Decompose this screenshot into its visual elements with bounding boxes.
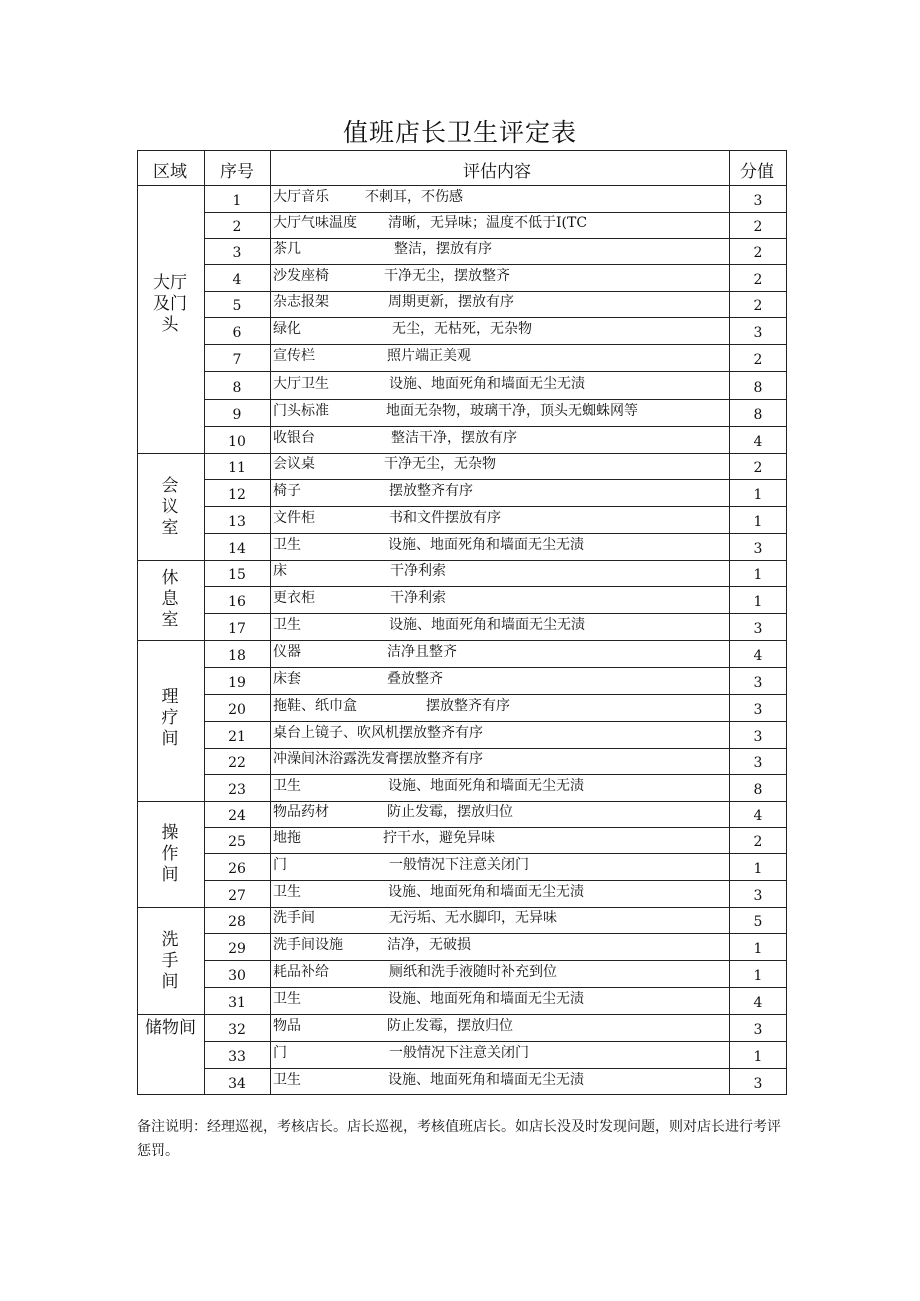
row-number: 14	[228, 541, 246, 557]
row-description: 拧干水，避免异味	[383, 830, 495, 846]
row-description: 干净利索	[390, 590, 446, 606]
row-number: 9	[232, 407, 242, 423]
area-label-line: 作	[161, 844, 179, 864]
area-label-line: 间	[161, 729, 179, 749]
row-score: 1	[753, 861, 763, 877]
row-item: 更衣柜	[273, 590, 315, 606]
row-description: 周期更新，摆放有序	[388, 294, 514, 310]
area-label-line: 储物间	[145, 1018, 196, 1038]
row-score: 2	[753, 272, 763, 288]
row-score: 3	[753, 702, 763, 718]
row-number: 33	[228, 1049, 246, 1065]
row-item: 杂志报架	[273, 294, 329, 310]
row-number: 16	[228, 594, 246, 610]
row-number: 10	[228, 434, 246, 450]
area-label-line: 头	[161, 315, 179, 335]
row-description: 整洁，摆放有序	[394, 241, 492, 257]
row-item: 宣传栏	[273, 348, 315, 364]
row-number: 34	[228, 1076, 246, 1092]
row-item: 卫生	[273, 778, 301, 794]
row-number: 5	[232, 298, 242, 314]
row-description: 设施、地面死角和墙面无尘无渍	[389, 376, 585, 392]
row-item: 床套	[273, 671, 301, 687]
row-description: 书和文件摆放有序	[389, 510, 501, 526]
area-label-line: 疗	[161, 708, 179, 728]
area-label	[153, 273, 187, 336]
row-score: 8	[753, 407, 763, 423]
row-description: 设施、地面死角和墙面无尘无渍	[388, 778, 584, 794]
row-description: 叠放整齐	[387, 671, 443, 687]
row-number: 22	[228, 755, 246, 771]
row-score: 2	[753, 834, 763, 850]
area-label	[153, 568, 187, 631]
header-area: 区域	[153, 162, 187, 182]
area-label	[137, 1018, 204, 1039]
row-item: 卫生	[273, 617, 301, 633]
row-description: 一般情况下注意关闭门	[389, 857, 529, 873]
row-item: 床	[273, 563, 287, 579]
row-number: 7	[232, 352, 242, 368]
row-item: 物品药材	[273, 804, 329, 820]
row-description: 防止发霉，摆放归位	[387, 804, 513, 820]
row-description: 摆放整齐有序	[389, 483, 473, 499]
row-item: 门	[273, 857, 287, 873]
row-score: 3	[753, 621, 763, 637]
row-score: 2	[753, 298, 763, 314]
row-description: 设施、地面死角和墙面无尘无渍	[388, 537, 584, 553]
area-label-line: 间	[161, 972, 179, 992]
area-label-line: 手	[161, 951, 179, 971]
row-score: 1	[753, 514, 763, 530]
header-score: 分值	[740, 162, 774, 182]
area-label-line: 间	[161, 865, 179, 885]
row-score: 4	[753, 648, 763, 664]
row-score: 3	[753, 325, 763, 341]
row-item: 收银台	[273, 430, 315, 446]
row-score: 1	[753, 594, 763, 610]
row-score: 1	[753, 941, 763, 957]
row-item: 卫生	[273, 884, 301, 900]
row-number: 28	[228, 914, 246, 930]
row-score: 2	[753, 219, 763, 235]
row-score: 8	[753, 380, 763, 396]
row-description: 洁净且整齐	[387, 644, 457, 660]
row-score: 3	[753, 1022, 763, 1038]
row-item: 卫生	[273, 537, 301, 553]
row-description: 洁净，无破损	[387, 937, 471, 953]
row-score: 4	[753, 808, 763, 824]
row-item: 茶几	[273, 241, 301, 257]
area-label	[153, 476, 187, 539]
row-item: 拖鞋、纸巾盒	[273, 698, 357, 714]
row-score: 2	[753, 245, 763, 261]
row-item: 卫生	[273, 1072, 301, 1088]
row-item: 大厅气味温度	[273, 215, 357, 231]
row-score: 3	[753, 888, 763, 904]
area-label	[153, 823, 187, 886]
row-description: 干净无尘，无杂物	[384, 456, 496, 472]
row-number: 6	[232, 325, 242, 341]
area-label	[153, 687, 187, 750]
area-label-line: 洗	[161, 930, 179, 950]
row-item: 桌台上镜子、吹风机摆放整齐有序	[273, 725, 483, 741]
row-description: 干净利索	[390, 563, 446, 579]
row-score: 1	[753, 1049, 763, 1065]
row-number: 15	[228, 567, 246, 583]
row-number: 1	[232, 193, 242, 209]
row-item: 门	[273, 1045, 287, 1061]
row-description: 整洁干净，摆放有序	[391, 430, 517, 446]
row-item: 大厅音乐	[273, 189, 329, 205]
row-item: 门头标准	[273, 403, 329, 419]
row-item: 地拖	[273, 830, 301, 846]
row-number: 30	[228, 968, 246, 984]
row-item: 耗品补给	[273, 964, 329, 980]
row-number: 23	[228, 782, 246, 798]
row-number: 29	[228, 941, 246, 957]
row-score: 4	[753, 434, 763, 450]
row-item: 洗手间	[273, 910, 315, 926]
row-description: 厕纸和洗手液随时补充到位	[389, 964, 557, 980]
row-item: 大厅卫生	[273, 376, 329, 392]
row-item: 卫生	[273, 991, 301, 1007]
row-item: 文件柜	[273, 510, 315, 526]
row-description: 无尘，无枯死，无杂物	[392, 321, 532, 337]
row-item: 椅子	[273, 483, 301, 499]
area-label-line: 议	[161, 497, 179, 517]
header-no: 序号	[220, 162, 254, 182]
row-description: 不刺耳，不伤感	[365, 189, 463, 205]
row-number: 21	[228, 729, 246, 745]
row-item: 绿化	[273, 321, 301, 337]
row-number: 24	[228, 808, 246, 824]
row-description: 设施、地面死角和墙面无尘无渍	[388, 991, 584, 1007]
row-description: 摆放整齐有序	[426, 698, 510, 714]
row-score: 8	[753, 782, 763, 798]
row-item: 冲澡间沐浴露洗发膏摆放整齐有序	[273, 751, 483, 767]
row-number: 32	[228, 1022, 246, 1038]
row-score: 3	[753, 729, 763, 745]
row-number: 11	[228, 460, 246, 476]
row-description: 设施、地面死角和墙面无尘无渍	[389, 617, 585, 633]
row-number: 13	[228, 514, 246, 530]
row-number: 25	[228, 834, 246, 850]
page-title: 值班店长卫生评定表	[342, 118, 577, 147]
row-score: 1	[753, 487, 763, 503]
row-number: 4	[232, 272, 242, 288]
row-number: 26	[228, 861, 246, 877]
row-item: 物品	[273, 1018, 301, 1034]
row-item: 仪器	[273, 644, 301, 660]
row-description: 防止发霉，摆放归位	[387, 1018, 513, 1034]
area-label-line: 休	[161, 568, 179, 588]
area-label-line: 室	[161, 518, 179, 538]
row-score: 4	[753, 995, 763, 1011]
row-number: 27	[228, 888, 246, 904]
area-label-line: 室	[161, 610, 179, 630]
row-description: 清晰，无异味；温度不低于I(TC	[388, 215, 588, 231]
area-label	[153, 930, 187, 993]
row-score: 3	[753, 1076, 763, 1092]
area-label-line: 理	[161, 687, 179, 707]
row-item: 会议桌	[273, 456, 315, 472]
row-description: 干净无尘，摆放整齐	[384, 268, 510, 284]
row-description: 照片端正美观	[387, 348, 471, 364]
row-description: 一般情况下注意关闭门	[389, 1045, 529, 1061]
remark-note: 备注说明：经理巡视，考核店长。店长巡视，考核值班店长。如店长没及时发现问题，则对店长进行考评惩罚。	[137, 1119, 781, 1159]
row-number: 31	[228, 995, 246, 1011]
row-description: 设施、地面死角和墙面无尘无渍	[388, 1072, 584, 1088]
evaluation-table	[137, 150, 787, 1095]
row-number: 2	[232, 219, 242, 235]
row-description: 设施、地面死角和墙面无尘无渍	[388, 884, 584, 900]
row-score: 3	[753, 675, 763, 691]
row-description: 地面无杂物，玻璃干净，顶头无蜘蛛网等	[386, 403, 638, 419]
row-item: 沙发座椅	[273, 268, 329, 284]
area-label-line: 大厅	[153, 273, 187, 293]
area-label-line: 会	[161, 476, 179, 496]
row-score: 3	[753, 755, 763, 771]
row-score: 3	[753, 541, 763, 557]
row-score: 3	[753, 193, 763, 209]
header-content: 评估内容	[463, 162, 531, 182]
row-number: 3	[232, 245, 242, 261]
row-item: 洗手间设施	[273, 937, 343, 953]
row-score: 2	[753, 460, 763, 476]
row-score: 1	[753, 567, 763, 583]
row-number: 17	[228, 621, 246, 637]
area-label-line: 操	[161, 823, 179, 843]
row-number: 20	[228, 702, 246, 718]
row-number: 18	[228, 648, 246, 664]
area-label-line: 及门	[153, 294, 187, 314]
row-score: 2	[753, 352, 763, 368]
row-description: 无污垢、无水脚印，无异味	[389, 910, 557, 926]
row-score: 5	[753, 914, 763, 930]
row-number: 19	[228, 675, 246, 691]
row-score: 1	[753, 968, 763, 984]
row-number: 12	[228, 487, 246, 503]
area-label-line: 息	[161, 589, 179, 609]
row-number: 8	[232, 380, 242, 396]
